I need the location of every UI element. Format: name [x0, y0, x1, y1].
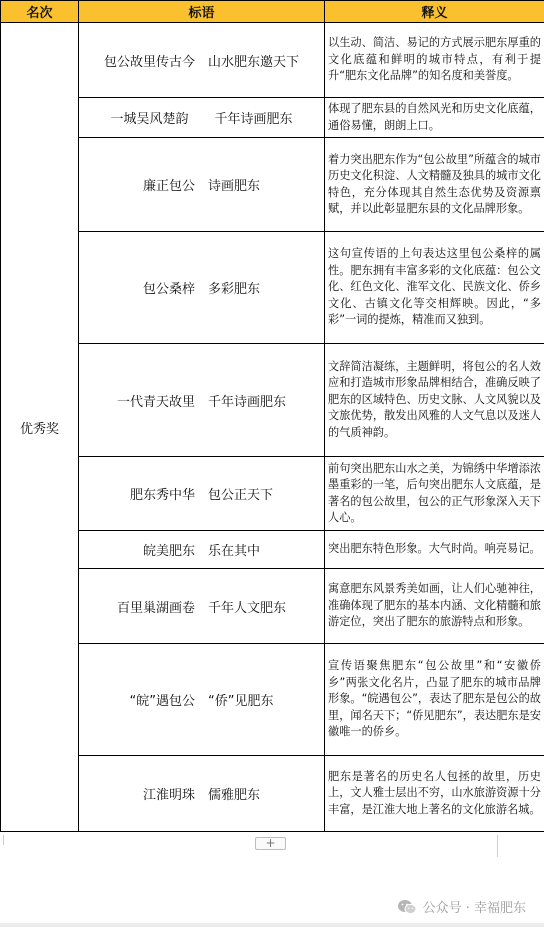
- slogan-cell[interactable]: 一城吴风楚韵 千年诗画肥东: [79, 98, 325, 138]
- slogan-cell[interactable]: 江淮明珠 儒雅肥东: [79, 756, 325, 832]
- footer-divider: [497, 835, 498, 857]
- watermark-text: 公众号 · 幸福肥东: [422, 901, 526, 916]
- note-cell[interactable]: 前句突出肥东山水之美，为锦绣中华增添浓墨重彩的一笔，后句突出肥东人文底蕴，是著名的包公故里，包公的正气形象深入天下人心。: [325, 457, 544, 531]
- note-cell[interactable]: 寓意肥东风景秀美如画，让人们心驰神往，准确体现了肥东的基本内涵、文化精髓和旅游定位，突出了肥东的旅游特点和形象。: [325, 569, 544, 644]
- slogan-cell[interactable]: 皖美肥东 乐在其中: [79, 531, 325, 569]
- header-note: 释义: [325, 1, 544, 23]
- table-row: [1, 531, 544, 569]
- table-row: [1, 344, 544, 457]
- note-cell[interactable]: 这句宣传语的上句表达这里包公桑梓的属性。肥东拥有丰富多彩的文化底蕴：包公文化、红色文化、淮军文化、民族文化、侨乡文化、古镇文化等交相辉映。因此，“多彩”一词的提炼，精准而又独到。: [325, 232, 544, 344]
- watermark: [397, 897, 526, 916]
- slogan-cell[interactable]: 肥东秀中华 包公正天下: [79, 457, 325, 531]
- table-row: [1, 98, 544, 138]
- slogan-cell[interactable]: 一代青天故里 千年诗画肥东: [79, 344, 325, 457]
- table-row: [1, 569, 544, 644]
- add-row-button[interactable]: +: [255, 837, 286, 850]
- table-row: [1, 756, 544, 832]
- header-slogan: 标语: [79, 1, 325, 23]
- note-cell[interactable]: 突出肥东特色形象。大气时尚。响亮易记。: [325, 531, 544, 569]
- bottom-bar: [0, 923, 544, 927]
- note-cell[interactable]: 体现了肥东县的自然风光和历史文化底蕴，通俗易懂，朗朗上口。: [325, 98, 544, 138]
- note-cell[interactable]: 文辞简洁凝练，主题鲜明，将包公的名人效应和打造城市形象品牌相结合，准确反映了肥东的区域特色、历史文脉、人文风貌以及文旅优势，散发出风雅的人文气息以及迷人的气质神韵。: [325, 344, 544, 457]
- slogan-cell[interactable]: 廉正包公 诗画肥东: [79, 138, 325, 232]
- note-cell[interactable]: 以生动、简洁、易记的方式展示肥东厚重的文化底蕴和鲜明的城市特点，有利于提升“肥东文化品牌”的知名度和美誉度。: [325, 23, 544, 98]
- table-row: [1, 644, 544, 756]
- table-row: [1, 232, 544, 344]
- slogan-cell[interactable]: 包公故里传古今 山水肥东邀天下: [79, 23, 325, 98]
- table-row: [1, 23, 544, 98]
- slogan-cell[interactable]: 百里巢湖画卷 千年人文肥东: [79, 569, 325, 644]
- note-cell[interactable]: 宣传语聚焦肥东“包公故里”和“安徽侨乡”两张文化名片，凸显了肥东的城市品牌形象。“皖遇包公”，表达了肥东是包公的故里，闻名天下；“侨见肥东”，表达肥东是安徽唯一的侨乡。: [325, 644, 544, 756]
- footer-divider: [3, 835, 4, 845]
- table-row: [1, 138, 544, 232]
- award-cell[interactable]: 优秀奖: [1, 23, 79, 832]
- wechat-icon: [397, 899, 417, 915]
- slogan-cell[interactable]: 包公桑梓 多彩肥东: [79, 232, 325, 344]
- header-row: [1, 1, 544, 23]
- table-row: [1, 457, 544, 531]
- header-rank: 名次: [1, 1, 79, 23]
- note-cell[interactable]: 着力突出肥东作为“包公故里”所蕴含的城市历史文化积淀、人文精髓及独具的城市文化特色，充分体现其自然生态优势及资源禀赋，并以此彰显肥东县的文化品牌形象。: [325, 138, 544, 232]
- note-cell[interactable]: 肥东是著名的历史名人包拯的故里，历史上，文人雅士层出不穷，山水旅游资源十分丰富，是江淮大地上著名的文化旅游名城。: [325, 756, 544, 832]
- slogan-cell[interactable]: “皖”遇包公 “侨”见肥东: [79, 644, 325, 756]
